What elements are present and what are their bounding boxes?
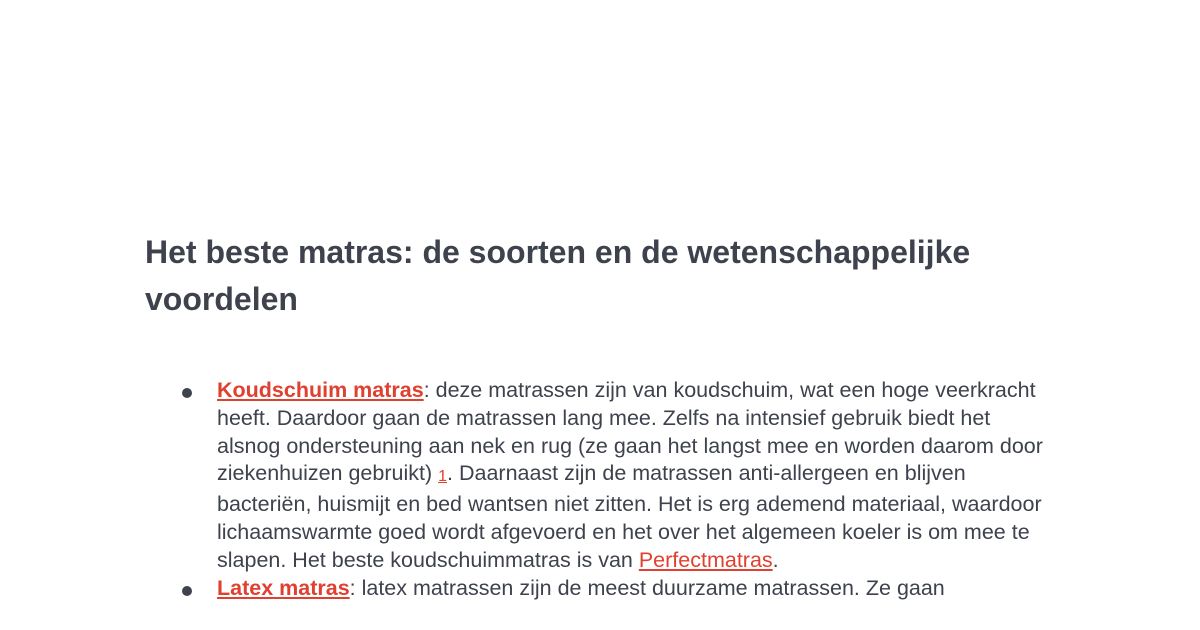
list-item xyxy=(145,377,1045,575)
page-title: Het beste matras: de soorten en de wetenschappelijke voordelen xyxy=(145,234,971,317)
bullet-icon xyxy=(182,586,192,596)
article xyxy=(145,229,1050,600)
reference-link[interactable]: 1 xyxy=(438,468,448,486)
matras-types-list xyxy=(145,377,1045,602)
item-text: : deze matrassen zijn van koudschuim, wat een hoge veerkracht heeft. Daardoor gaan de matrassen lang mee. Zelfs na intensief gebruik biedt het alsnog ondersteuning aan nek en rug (ze gaan het langst mee en worden daarom door ziekenhuizen gebruikt) xyxy=(217,378,1043,486)
list-item xyxy=(145,575,1045,603)
item-text: . xyxy=(772,547,779,572)
latex-matras-link[interactable]: Latex matras xyxy=(217,575,350,600)
bullet-icon xyxy=(182,388,192,398)
perfectmatras-link[interactable]: Perfectmatras xyxy=(638,547,773,572)
koudschuim-matras-link[interactable]: Koudschuim matras xyxy=(217,378,424,402)
item-text: . Daarnaast zijn de matrassen anti-allergeen en blijven bacteriën, huismijt en bed wantsen niet zitten. Het is erg ademend materiaal, waardoor lichaamswarmte goed wordt afgevoerd en het over het algemeen koeler is om mee te slapen. Het beste koudschuimmatras is van xyxy=(217,461,1042,572)
item-text: : latex matrassen zijn de meest duurzame matrassen. Ze gaan xyxy=(349,575,945,600)
